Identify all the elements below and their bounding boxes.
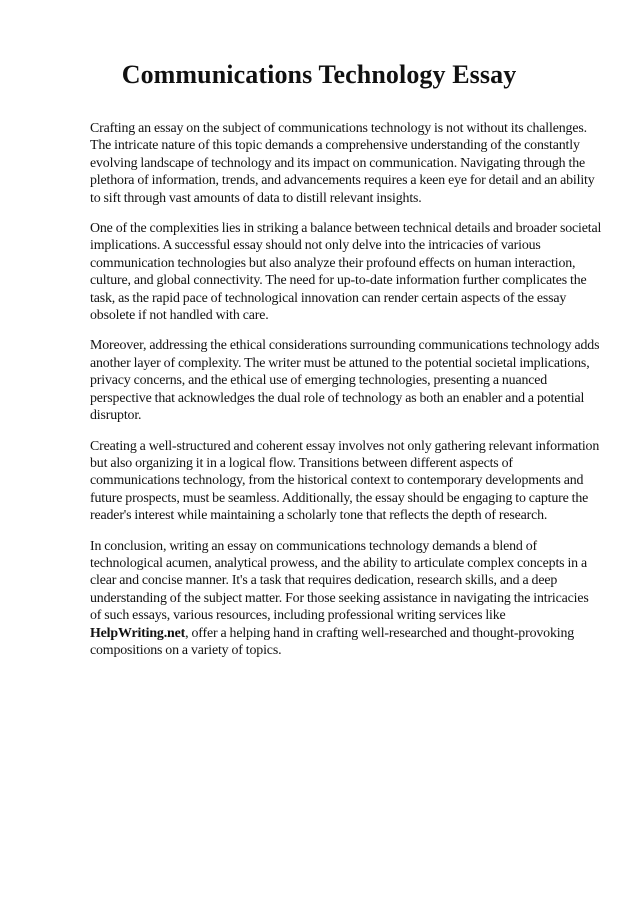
essay-body	[90, 120, 602, 672]
paragraph-structure: Creating a well-structured and coherent essay involves not only gathering relevant information but also organizing it in a logical flow. Transitions between different aspects of communications technology, from the historical context to contemporary developments and future prospects, must be seamless. Additionally, the essay should be engaging to capture the reader's interest while maintaining a scholarly tone that reflects the depth of research.	[90, 438, 600, 524]
helpwriting-link[interactable]: HelpWriting.net	[90, 625, 186, 641]
paragraph-intro: Crafting an essay on the subject of communications technology is not without its challenges. The intricate nature of this topic demands a comprehensive understanding of the constantly evolving landscape of technology and its impact on communication. Navigating through the plethora of information, trends, and advancements requires a keen eye for detail and an ability to sift through vast amounts of data to distill relevant insights.	[90, 121, 595, 206]
paragraph-conclusion	[90, 538, 602, 660]
document-title: Communications Technology Essay	[121, 60, 517, 89]
paragraph-complexities: One of the complexities lies in striking a balance between technical details and broader societal implications. A successful essay should not only delve into the intricacies of various communication technologies but also analyze their profound effects on human interaction, culture, and global connectivity. The need for up-to-date information further complicates the task, as the rapid pace of technological innovation can render certain aspects of the essay obsolete if not handled with care.	[90, 221, 602, 324]
conclusion-text-before-link: In conclusion, writing an essay on communications technology demands a blend of technological acumen, analytical prowess, and the ability to articulate complex concepts in a clear and concise manner. It's a task that requires dedication, research skills, and a deep understanding of the subject matter. For those seeking assistance in navigating the intricacies of such essays, various resources, including professional writing services like	[90, 538, 589, 624]
conclusion-text-after-link: , offer a helping hand in crafting well-researched and thought-provoking compositions on a variety of topics.	[90, 625, 575, 658]
paragraph-ethics: Moreover, addressing the ethical considerations surrounding communications technology adds another layer of complexity. The writer must be attuned to the potential societal implications, privacy concerns, and the ethical use of emerging technologies, presenting a nuanced perspective that acknowledges the dual role of technology as both an enabler and a potential disruptor.	[90, 338, 600, 424]
